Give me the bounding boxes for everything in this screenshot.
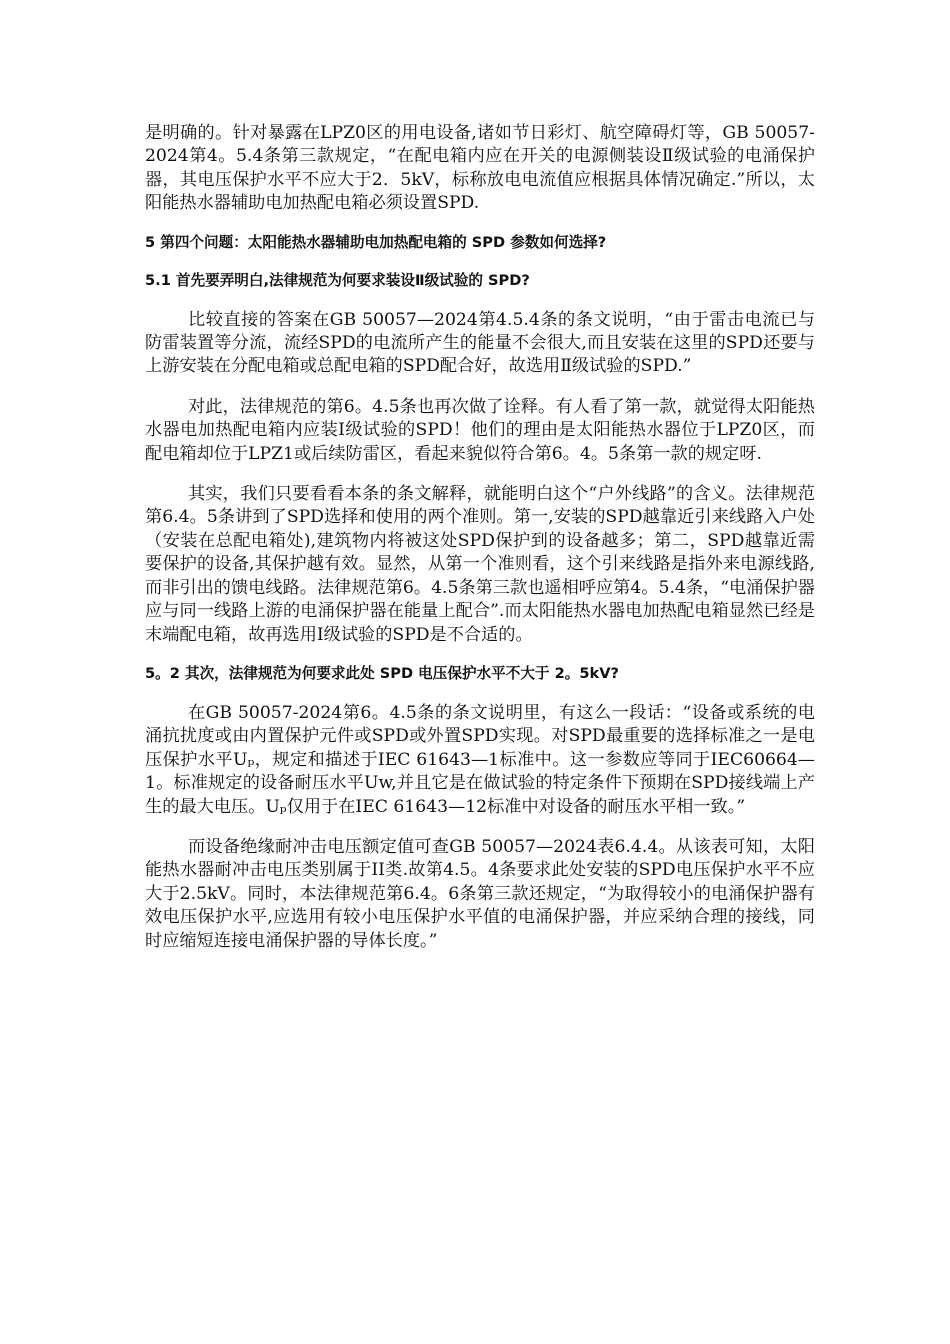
subsection-heading-5-1: 5.1 首先要弄明白,法律规范为何要求装设Ⅱ级试验的 SPD? <box>145 271 530 289</box>
paragraph: 而设备绝缘耐冲击电压额定值可查GB 50057—2024表6.4.4。从该表可知，太阳能热水器耐冲击电压类别属于II类.故第4.5。4条要求此处安装的SPD电压保护水平不应大于2.5kV。同时，本法律规范第6.4。6条第三款还规定，“为取得较小的电涌保护器有效电压保护水平,应选用有较小电压保护水平值的电涌保护器，并应采纳合理的接线，同时应缩短连接电涌保护器的导体长度。” <box>145 836 815 951</box>
subsection-heading-5-2: 5。2 其次，法律规范为何要求此处 SPD 电压保护水平不大于 2。5kV? <box>145 664 619 682</box>
paragraph: 对此，法律规范的第6。4.5条也再次做了诠释。有人看了第一款，就觉得太阳能热水器电加热配电箱内应装Ⅰ级试验的SPD！他们的理由是太阳能热水器位于LPZ0区，而配电箱却位于LPZ1或后续防雷区，看起来貌似符合第6。4。5条第一款的规定呀. <box>145 396 815 464</box>
section-heading-5: 5 第四个问题：太阳能热水器辅助电加热配电箱的 SPD 参数如何选择? <box>145 233 607 251</box>
paragraph: 比较直接的答案在GB 50057—2024第4.5.4条的条文说明，“由于雷击电流已与防雷装置等分流，流经SPD的电流所产生的能量不会很大,而且安装在这里的SPD还要与上游安装在分配电箱或总配电箱的SPD配合好，故选用Ⅱ级试验的SPD.” <box>145 309 815 377</box>
document-body <box>145 122 815 970</box>
paragraph: 在GB 50057-2024第6。4.5条的条文说明里，有这么一段话：“设备或系统的电涌抗扰度或由内置保护元件或SPD或外置SPD实现。对SPD最重要的选择标准之一是电压保护水平Uₚ，规定和描述于IEC 61643—1标准中。这一参数应等同于IEC60664—1。标准规定的设备耐压水平Uw,并且它是在做试验的特定条件下预期在SPD接线端上产生的最大电压。Uₚ仅用于在IEC 61643—12标准中对设备的耐压水平相一致。” <box>145 702 815 817</box>
paragraph: 其实，我们只要看看本条的条文解释，就能明白这个“户外线路”的含义。法律规范第6.4。5条讲到了SPD选择和使用的两个准则。第一,安装的SPD越靠近引来线路入户处（安装在总配电箱处),建筑物内将被这处SPD保护到的设备越多；第二，SPD越靠近需要保护的设备,其保护越有效。显然，从第一个准则看，这个引来线路是指外来电源线路,而非引出的馈电线路。法律规范第6。4.5条第三款也遥相呼应第4。5.4条，“电涌保护器应与同一线路上游的电涌保护器在能量上配合”.而太阳能热水器电加热配电箱显然已经是末端配电箱，故再选用Ⅰ级试验的SPD是不合适的。 <box>145 484 815 645</box>
paragraph-continuation: 是明确的。针对暴露在LPZ0区的用电设备,诸如节日彩灯、航空障碍灯等，GB 50057-2024第4。5.4条第三款规定，“在配电箱内应在开关的电源侧装设Ⅱ级试验的电涌保护器，其电压保护水平不应大于2．5kV，标称放电电流值应根据具体情况确定.”所以，太阳能热水器辅助电加热配电箱必须设置SPD. <box>145 123 815 214</box>
